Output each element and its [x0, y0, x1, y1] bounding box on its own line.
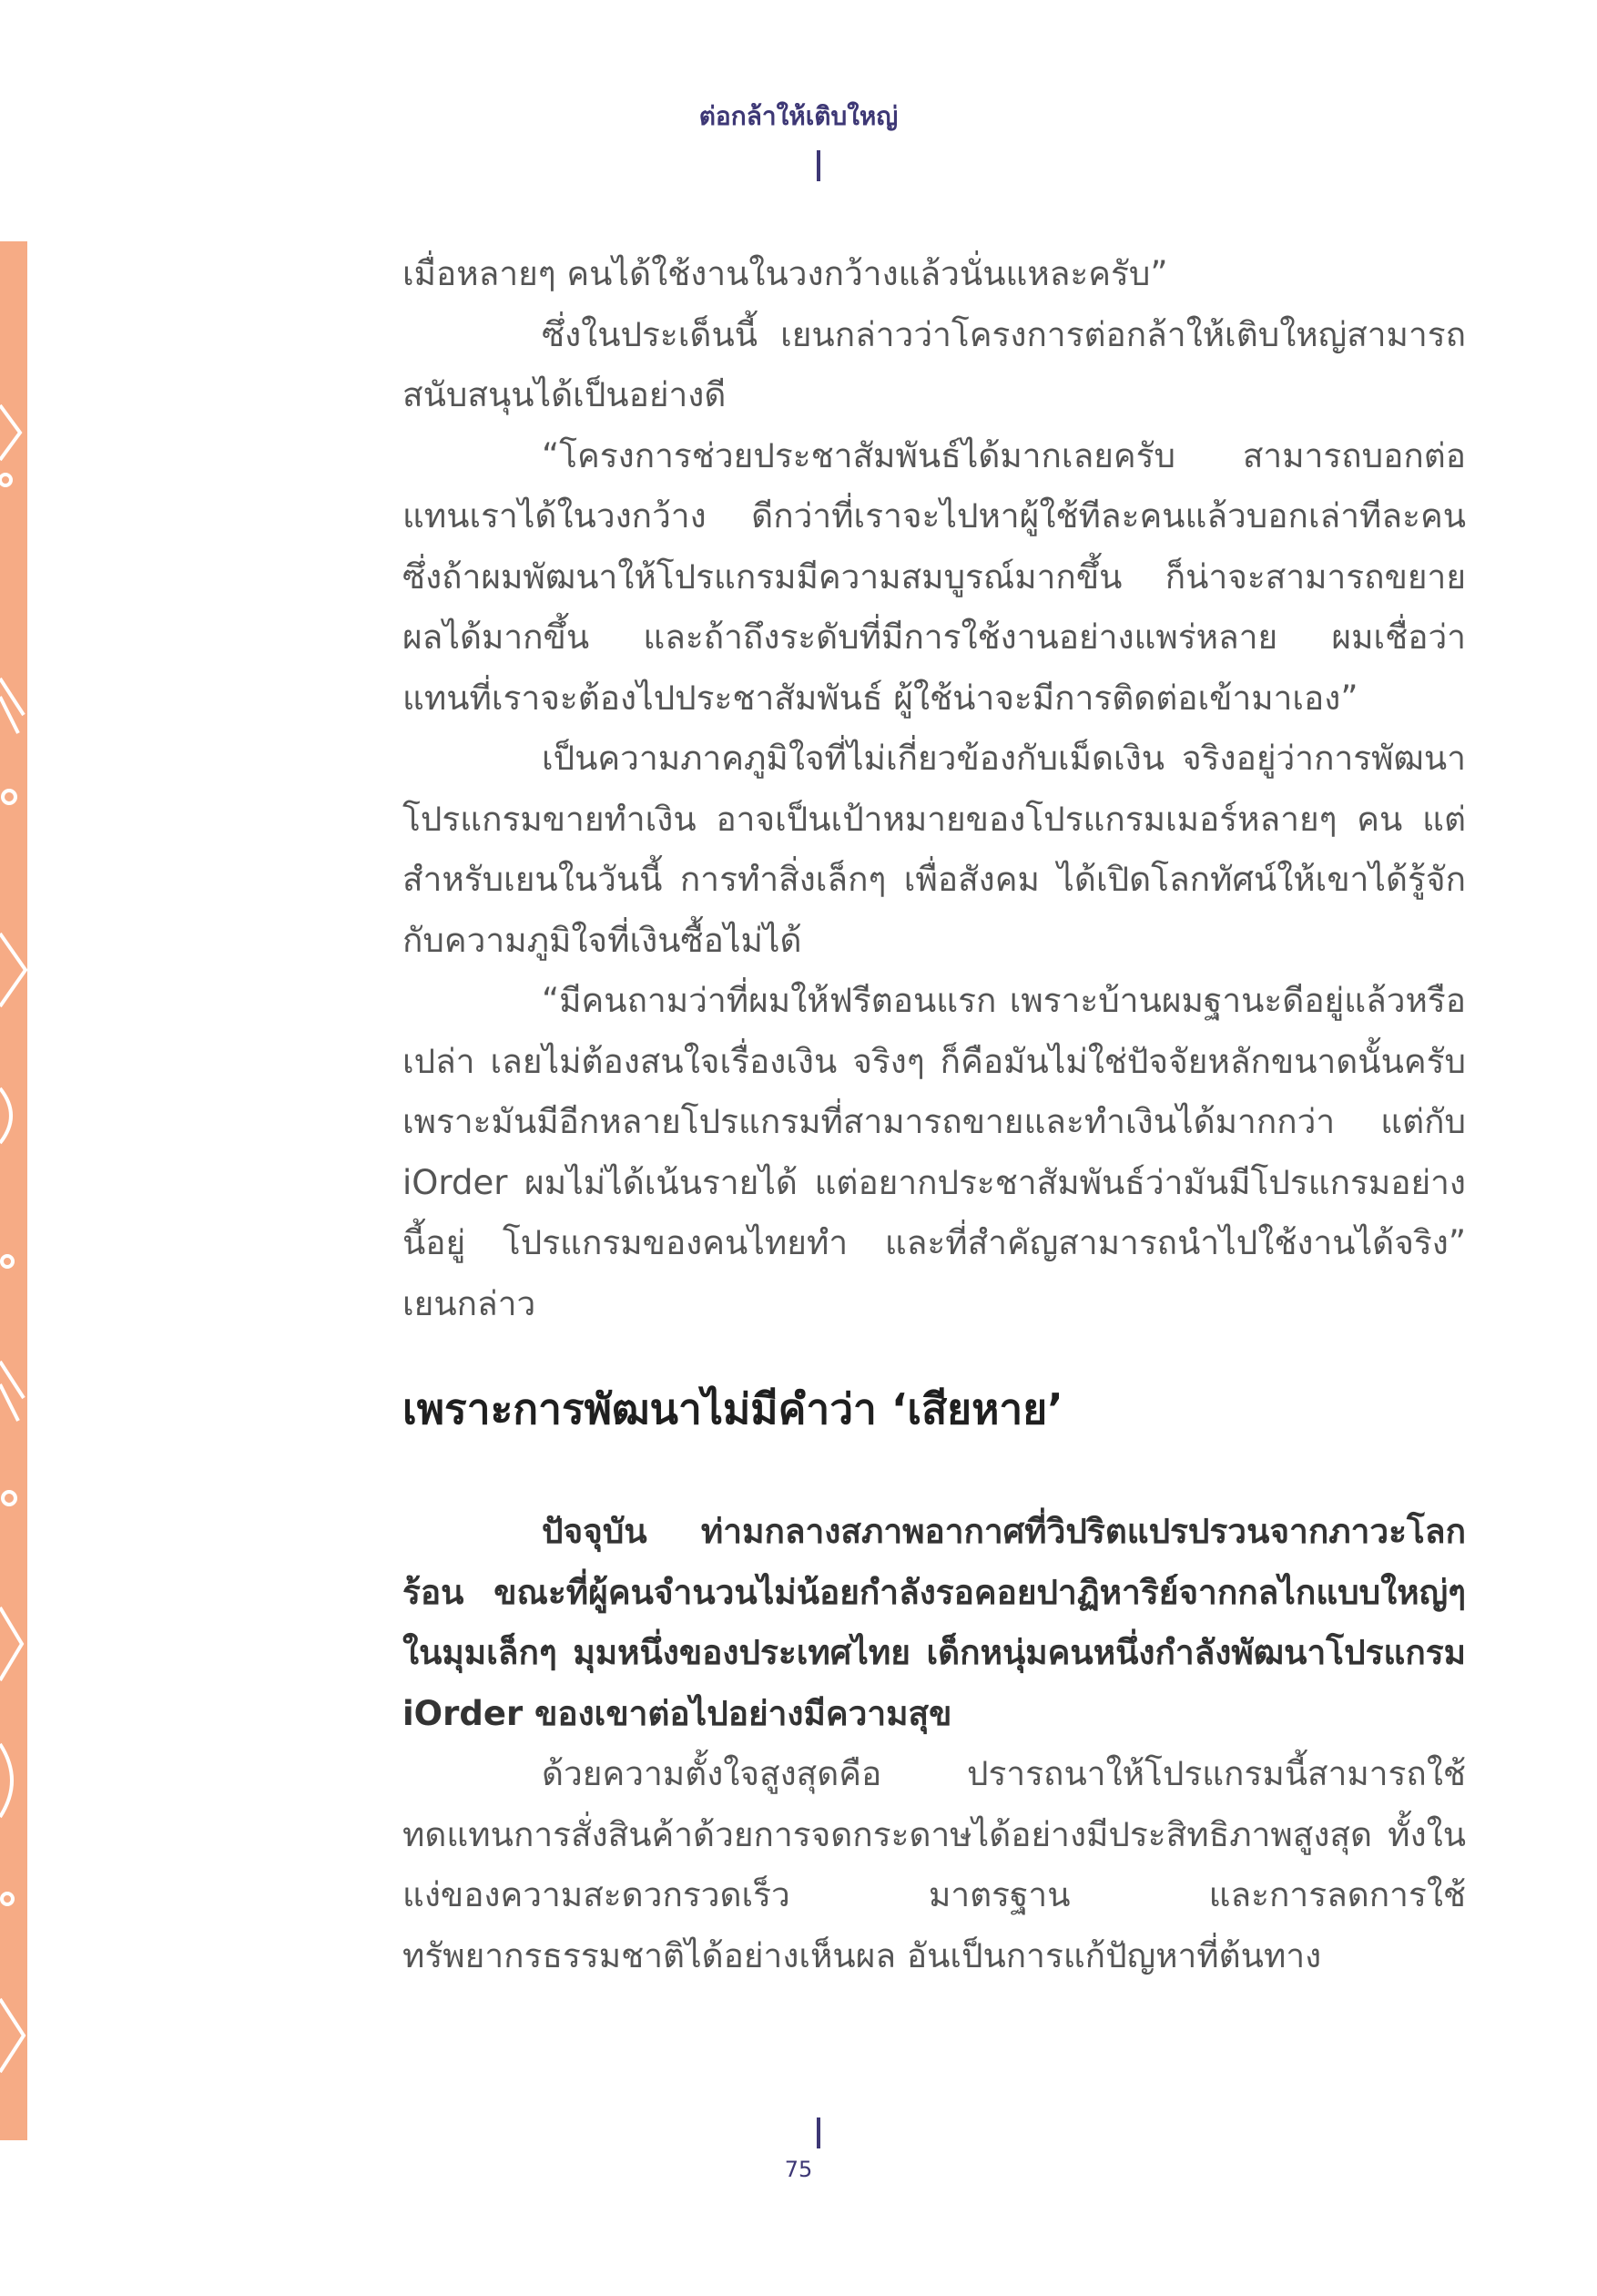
page-number: 75 — [784, 2157, 813, 2182]
running-head: ต่อกล้าให้เติบใหญ่ — [698, 101, 899, 131]
paragraph-quote: “มีคนถามว่าที่ผมให้ฟรีตอนแรก เพราะบ้านผมฐานะดีอยู่แล้วหรือเปล่า เลยไม่ต้องสนใจเรื่องเงิน จริงๆ ก็คือมันไม่ใช่ปัจจัยหลักขนาดนั้นครับ เพราะมันมีอีกหลายโปรแกรมที่สามารถขายและทำเงินได้มากกว่า แต่กับ iOrder ผมไม่ได้เน้นรายได้ แต่อยากประชาสัมพันธ์ว่ามันมีโปรแกรมอย่างนี้อยู่ โปรแกรมของคนไทยทำ และที่สำคัญสามารถนำไปใช้งานได้จริง” เยนกล่าว — [402, 981, 1466, 1323]
section-heading: เพราะการพัฒนาไม่มีคำว่า ‘เสียหาย’ — [402, 1384, 1063, 1434]
footer-divider — [817, 2117, 820, 2148]
paragraph-quote: “โครงการช่วยประชาสัมพันธ์ได้มากเลยครับ สามารถบอกต่อแทนเราได้ในวงกว้าง ดีกว่าที่เราจะไปหาผู้ใช้ทีละคนแล้วบอกเล่าทีละคน ซึ่งถ้าผมพัฒนาให้โปรแกรมมีความสมบูรณ์มากขึ้น ก็น่าจะสามารถขยายผลได้มากขึ้น และถ้าถึงระดับที่มีการใช้งานอย่างแพร่หลาย ผมเชื่อว่าแทนที่เราจะต้องไปประชาสัมพันธ์ ผู้ใช้น่าจะมีการติดต่อเข้ามาเอง” — [402, 435, 1466, 718]
side-band-pattern — [0, 241, 27, 2140]
paragraph: เป็นความภาคภูมิใจที่ไม่เกี่ยวข้องกับเม็ดเงิน จริงอยู่ว่าการพัฒนาโปรแกรมขายทำเงิน อาจเป็นเป้าหมายของโปรแกรมเมอร์หลายๆ คน แต่สำหรับเยนในวันนี้ การทำสิ่งเล็กๆ เพื่อสังคม ได้เปิดโลกทัศน์ให้เขาได้รู้จักกับความภูมิใจที่เงินซื้อไม่ได้ — [402, 739, 1466, 960]
paragraph: ด้วยความตั้งใจสูงสุดคือ ปรารถนาให้โปรแกรมนี้สามารถใช้ทดแทนการสั่งสินค้าด้วยการจดกระดาษได้อย่างมีประสิทธิภาพสูงสุด ทั้งในแง่ของความสะดวกรวดเร็ว มาตรฐาน และการลดการใช้ทรัพยากรธรรมชาติได้อย่างเห็นผล อันเป็นการแก้ปัญหาที่ต้นทาง — [402, 1754, 1466, 1975]
paragraph: ซึ่งในประเด็นนี้ เยนกล่าวว่าโครงการต่อกล้าให้เติบใหญ่สามารถสนับสนุนได้เป็นอย่างดี — [402, 314, 1466, 414]
lead-paragraph: ปัจจุบัน ท่ามกลางสภาพอากาศที่วิปริตแปรปรวนจากภาวะโลกร้อน ขณะที่ผู้คนจำนวนไม่น้อยกำลังรอคอยปาฏิหาริย์จากกลไกแบบใหญ่ๆ ในมุมเล็กๆ มุมหนึ่งของประเทศไทย เด็กหนุ่มคนหนึ่งกำลังพัฒนาโปรแกรม iOrder ของเขาต่อไปอย่างมีความสุข — [402, 1512, 1466, 1733]
paragraph-continued: เมื่อหลายๆ คนได้ใช้งานในวงกว้างแล้วนั่นแหละครับ” — [402, 254, 1168, 293]
decorative-side-band — [0, 241, 27, 2140]
article-body — [402, 244, 1466, 1986]
header-divider — [817, 150, 820, 181]
